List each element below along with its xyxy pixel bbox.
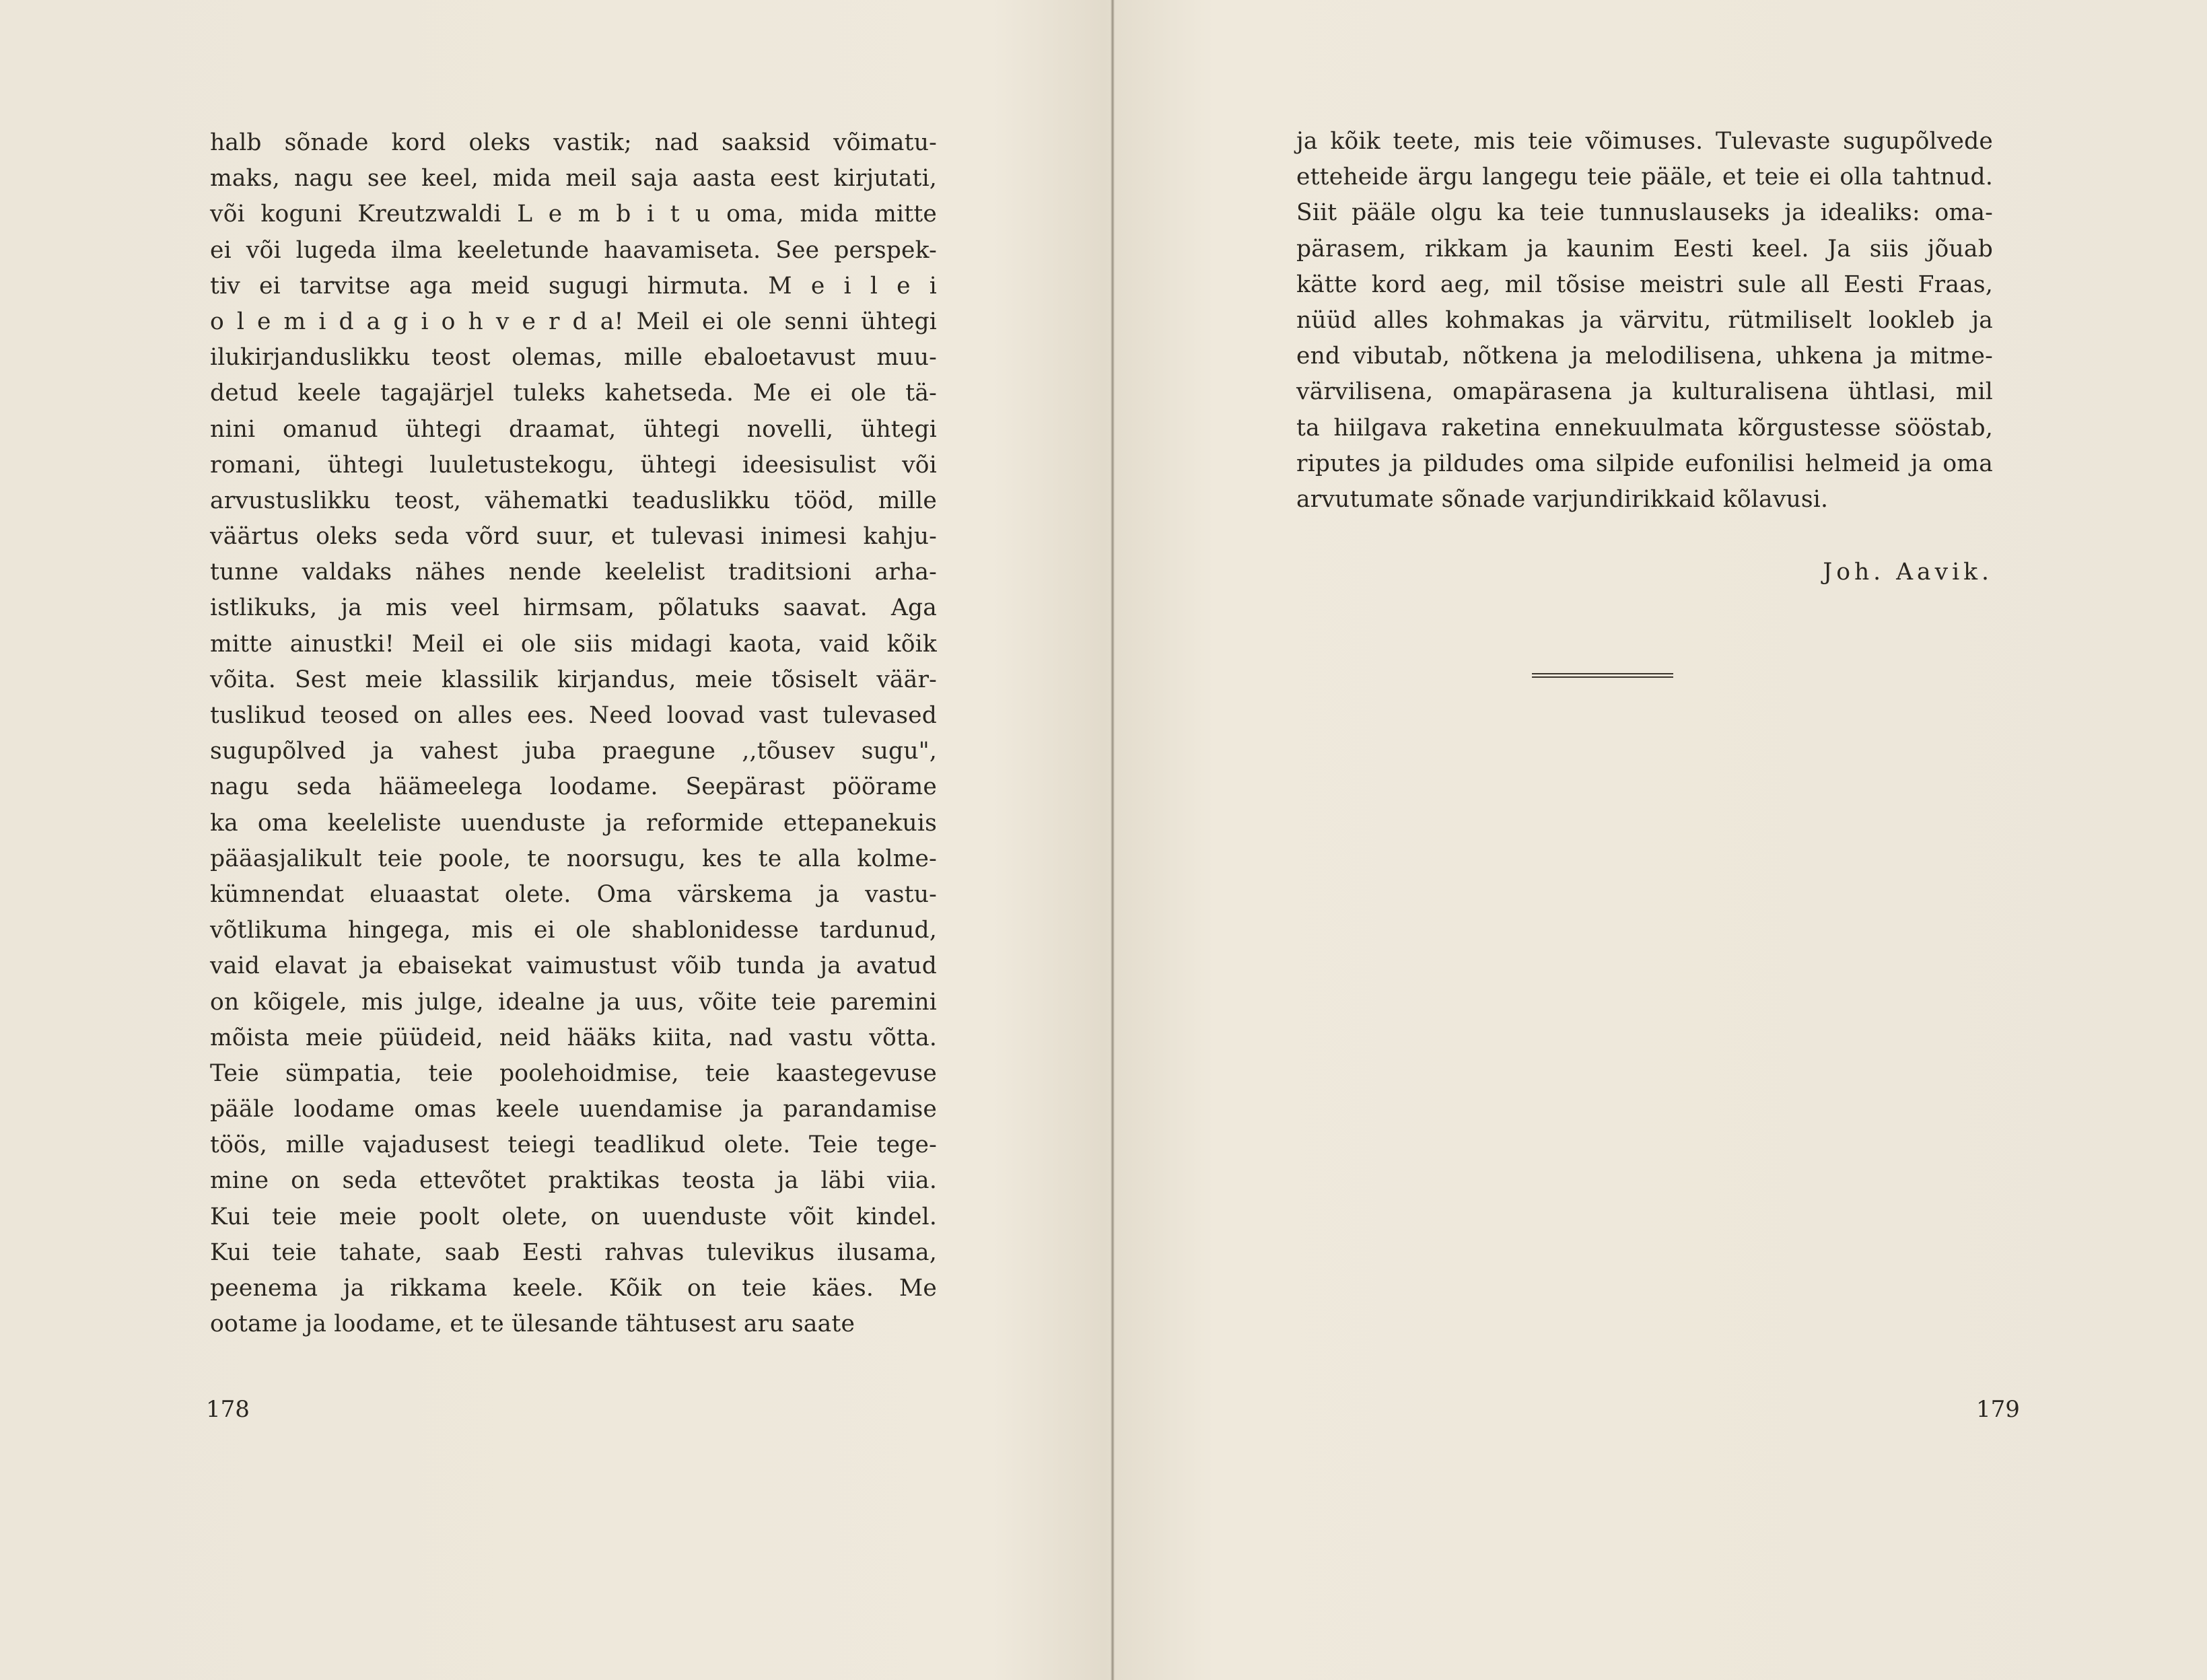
text-line: etteheide ärgu langegu teie pääle, et teie ei olla tahtnud. [1296,164,1993,191]
text-line: ka oma keeleliste uuenduste ja reformide ettepanekuis [210,809,937,837]
text-line: vaid elavat ja ebaisekat vaimustust võib tunda ja avatud [210,952,937,980]
text-line: Kui teie tahate, saab Eesti rahvas tulevikus ilusama, [210,1238,937,1266]
left-page-text [210,125,937,1342]
text-line: mine on seda ettevõtet praktikas teosta ja läbi viia. [210,1167,937,1195]
text-line: Teie sümpatia, teie poolehoidmise, teie kaastegevuse [210,1059,937,1087]
section-divider-rule [1532,673,1673,678]
text-line: nüüd alles kohmakas ja värvitu, rütmiliselt lookleb ja [1296,306,1993,334]
text-line: Siit pääle olgu ka teie tunnuslauseks ja idealiks: oma- [1296,199,1993,227]
text-line: nagu seda häämeelega loodame. Seepärast pöörame [210,773,937,801]
text-line: detud keele tagajärjel tuleks kahetseda. Me ei ole tä- [210,380,937,407]
text-line: sugupõlved ja vahest juba praegune ,,tõusev sugu", [210,738,937,765]
text-line: pärasem, rikkam ja kaunim Eesti keel. Ja siis jõuab [1296,235,1993,262]
text-line: värvilisena, omapärasena ja kulturalisena ühtlasi, mil [1296,378,1993,406]
text-line: või koguni Kreutzwaldi L e m b i t u oma, mida mitte [210,201,937,228]
text-line: nini omanud ühtegi draamat, ühtegi novelli, ühtegi [210,415,937,443]
text-line: võita. Sest meie klassilik kirjandus, meie tõsiselt väär- [210,666,937,693]
text-line: arvustuslikku teost, vähematki teaduslikku tööd, mille [210,487,937,514]
text-line: ootame ja loodame, et te ülesande tähtusest aru saate [210,1310,855,1338]
right-page-text [1296,124,1993,518]
text-line: romani, ühtegi luuletustekogu, ühtegi ideesisulist või [210,451,937,479]
text-line: peenema ja rikkama keele. Kõik on teie käes. Me [210,1275,937,1302]
text-line: maks, nagu see keel, mida meil saja aasta eest kirjutati, [210,165,937,193]
text-line: väärtus oleks seda võrd suur, et tulevasi inimesi kahju- [210,523,937,551]
text-line: kätte kord aeg, mil tõsise meistri sule all Eesti Fraas, [1296,271,1993,298]
text-line: o l e m i d a g i o h v e r d a! Meil ei ole senni ühtegi [210,308,937,335]
text-line: pääle loodame omas keele uuendamise ja parandamise [210,1096,937,1123]
text-line: ta hiilgava raketina ennekuulmata kõrgustesse sööstab, [1296,414,1993,442]
text-line: pääasjalikult teie poole, te noorsugu, kes te alla kolme- [210,845,937,872]
text-line: mõista meie püüdeid, neid hääks kiita, nad vastu võtta. [210,1024,937,1051]
text-line: mitte ainustki! Meil ei ole siis midagi kaota, vaid kõik [210,630,937,658]
text-line: tunne valdaks nähes nende keelelist traditsioni arha- [210,559,937,586]
text-line: end vibutab, nõtkena ja melodilisena, uhkena ja mitme- [1296,343,1993,370]
left-page-number: 178 [206,1396,250,1423]
text-line: tuslikud teosed on alles ees. Need loovad vast tulevased [210,702,937,729]
text-line: töös, mille vajadusest teiegi teadlikud olete. Teie tege- [210,1131,937,1159]
right-page [1115,0,2207,1680]
text-line: on kõigele, mis julge, idealne ja uus, võite teie paremini [210,988,937,1016]
text-line: tiv ei tarvitse aga meid sugugi hirmuta. M e i l e i [210,272,937,300]
text-line: arvutumate sõnade varjundirikkaid kõlavusi. [1296,485,1829,513]
text-line: kümnendat eluaastat olete. Oma värskema ja vastu- [210,880,937,908]
text-line: ja kõik teete, mis teie võimuses. Tulevaste sugupõlvede [1296,128,1993,155]
author-signature: Joh. Aavik. [1823,559,1993,586]
text-line: Kui teie meie poolt olete, on uuenduste võit kindel. [210,1203,937,1230]
text-line: halb sõnade kord oleks vastik; nad saaksid võimatu- [210,129,937,156]
right-page-number: 179 [1976,1396,2020,1423]
text-line: riputes ja pildudes oma silpide eufonilisi helmeid ja oma [1296,450,1993,477]
text-line: võtlikuma hingega, mis ei ole shablonidesse tardunud, [210,917,937,944]
text-line: ei või lugeda ilma keeletunde haavamiseta. See perspek- [210,236,937,264]
text-line: ilukirjanduslikku teost olemas, mille ebaloetavust muu- [210,344,937,372]
text-line: istlikuks, ja mis veel hirmsam, põlatuks saavat. Aga [210,594,937,622]
